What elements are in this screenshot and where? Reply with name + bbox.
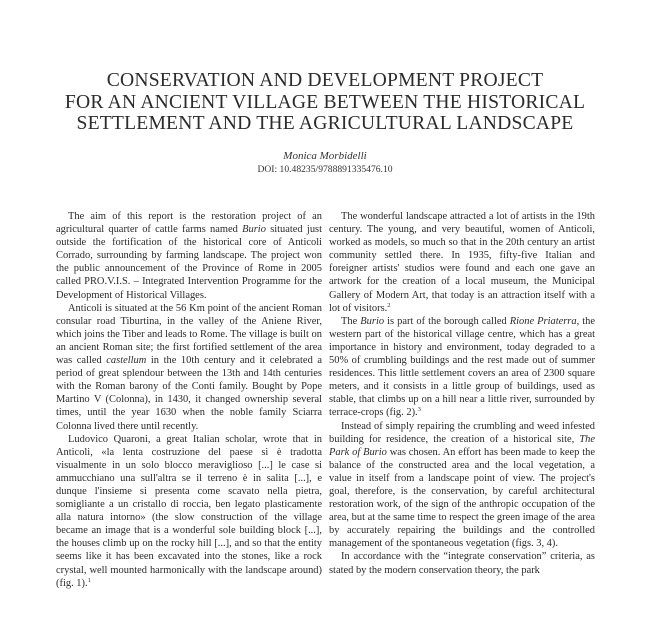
footnote-ref: 3	[417, 406, 421, 414]
text-run: is part of the borough called	[384, 315, 510, 327]
paragraph	[329, 550, 595, 576]
title-line: FOR AN ANCIENT VILLAGE BETWEEN THE HISTORICAL	[64, 91, 586, 113]
right-column	[329, 210, 595, 577]
italic-run: Burio	[242, 224, 266, 236]
left-column	[56, 210, 322, 590]
text-run: Ludovico Quaroni, a great Italian scholar, wrote that in Anticoli, «la lenta costruzione del paese si è tradotta visualmente in un solo blocco meraviglioso [...] le case si ammucchiano una sull'altra se il terreno è in salita [...], e dunque l'insieme si presenta come scavato nella pietra, somigliante a un cristallo di roccia, ben legato plasticamente alla natura intorno» (the slow construction of the village became an image that is a wonderful sole building block [...], the houses climb up on the rocky hill [...], and so that the entity seems like it has been excavated into the stones, like a rock crystal, well mounted harmonically with the landscape around) (fig. 1).	[56, 433, 322, 589]
text-run: The	[341, 315, 361, 327]
paragraph	[329, 420, 595, 551]
text-run: , the western part of the historical village centre, which has a great importance in history and environment, today degraded to a 50% of crumbling buildings and the rest made out of summer residences. This little settlement covers an area of 2300 square meters, and it consists in a little group of buildings, used as stable, that climbs up on a hill near a little river, surrounded by terrace-crops (fig. 2).	[329, 315, 595, 419]
paragraph	[56, 210, 322, 302]
title-line: CONSERVATION AND DEVELOPMENT PROJECT	[106, 70, 544, 91]
paragraph	[329, 210, 595, 315]
italic-run: castellum	[106, 355, 147, 367]
italic-run: Burio	[360, 315, 385, 327]
doi: DOI: 10.48235/9788891335476.10	[257, 164, 393, 175]
footnote-ref: 1	[87, 576, 91, 584]
text-run: Instead of simply repairing the crumbling and weed infested building for residence, the creation of a historical site,	[329, 420, 595, 445]
title-line: SETTLEMENT AND THE AGRICULTURAL LANDSCAPE	[76, 113, 574, 134]
text-run: situated just outside the fortification of the historical core of Anticoli Corrado, surrounding by farming landscape. The project won the public announcement of the Province of Rome in 2005 called PRO.V.I.S. – Integrated Intervention Programme for the Development of Historical Villages.	[56, 224, 322, 301]
paragraph	[329, 315, 595, 420]
author-name: Monica Morbidelli	[283, 150, 367, 162]
paragraph	[56, 433, 322, 590]
text-run: Anticoli is situated at the 56 Km point of the ancient Roman consular road Tiburtina, in the valley of the Aniene River, which joins the Tiber and leads to Rome. The village is built on an ancient Roman site; the first fortified settlement of the area was called	[56, 302, 322, 367]
paper-title	[40, 70, 610, 135]
text-run: The aim of this report is the restoration project of an agricultural quarter of cattle farms named	[56, 211, 322, 236]
text-run: In accordance with the “integrate conservation” criteria, as stated by the modern conservation theory, the park	[329, 551, 595, 576]
paragraph	[56, 302, 322, 433]
text-run: in the 10th century and it celebrated a period of great splendour between the 13th and 14th centuries with the Roman barony of the Conti family. Bought by Pope Martino V (Colonna), in 1430, it changed ownership several times, until the year 1630 when the noble family Sciarra Colonna lived there until recently.	[56, 355, 322, 432]
footnote-ref: 2	[387, 301, 391, 309]
text-run: The wonderful landscape attracted a lot of artists in the 19th century. The young, and very beautiful, women of Anticoli, worked as models, so much so that in the 20th century an artist community settled there. In 1935, fifty-five Italian and foreigner artists' studios were found and each one gave an artwork for the creation of a local museum, the Municipal Gallery of Modern Art, that today is an attraction itself with a lot of visitors.	[329, 211, 595, 314]
italic-run: Rione Priaterra	[509, 315, 577, 327]
italic-run: The Park of Burio	[329, 433, 595, 458]
text-run: was chosen. An effort has been made to keep the balance of the constructed area and the local vegetation, a value in itself from a landscape point of view. The project's goal, therefore, is the conservation, by careful architectural restoration work, of the sign of the anthropic occupation of the area, but at the same time to respect the green image of the area by accurately repairing the buildings and the controlled management of the spontaneous vegetation (figs. 3, 4).	[329, 446, 595, 550]
